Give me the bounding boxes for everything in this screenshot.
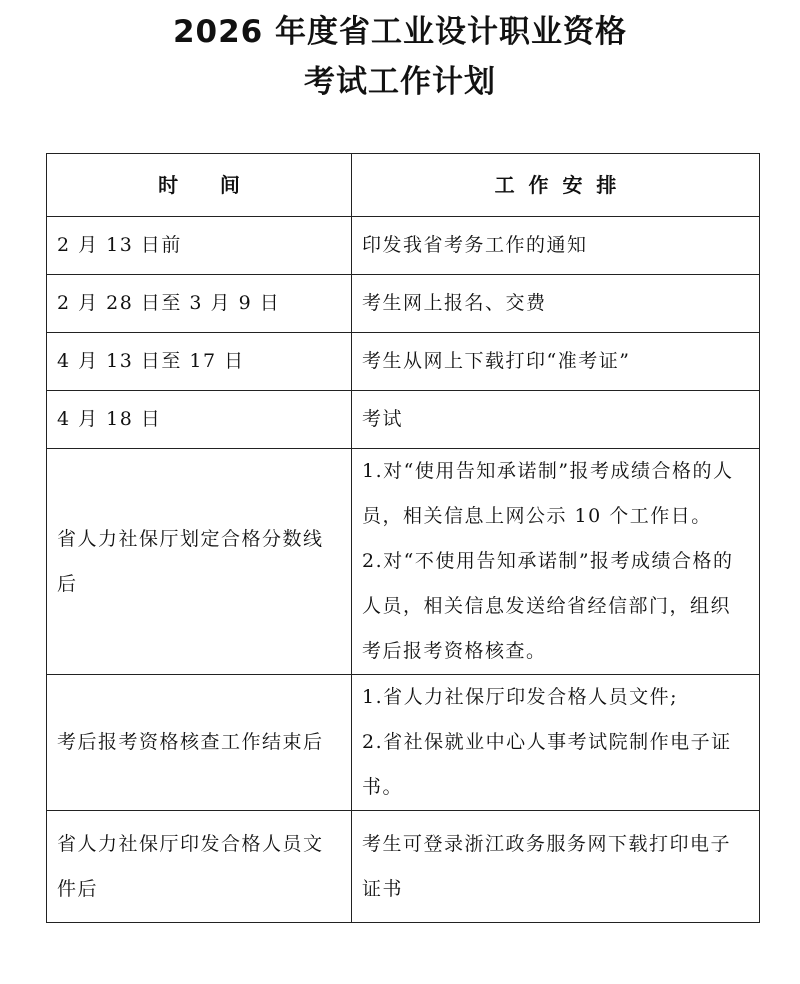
- work-item: 考试: [362, 408, 404, 430]
- document-title-line-2: 考试工作计划: [304, 64, 496, 100]
- time-cell: 4 月 18 日: [47, 391, 352, 449]
- table-row: [47, 391, 760, 449]
- table-row: [47, 675, 760, 811]
- work-item: 考生从网上下载打印“准考证”: [362, 350, 631, 372]
- work-item: 1.对“使用告知承诺制”报考成绩合格的人员，相关信息上网公示 10 个工作日。: [362, 460, 734, 527]
- work-cell: [352, 449, 760, 675]
- work-cell: [352, 217, 760, 275]
- work-cell: [352, 391, 760, 449]
- time-cell: 考后报考资格核查工作结束后: [47, 675, 352, 811]
- time-cell: 4 月 13 日至 17 日: [47, 333, 352, 391]
- table-row: [47, 275, 760, 333]
- work-item: 2.省社保就业中心人事考试院制作电子证书。: [362, 731, 732, 798]
- header-time: 时 间: [47, 154, 352, 217]
- work-item: 印发我省考务工作的通知: [362, 234, 588, 256]
- work-cell: [352, 675, 760, 811]
- work-item: 考生可登录浙江政务服务网下载打印电子证书: [362, 832, 732, 900]
- time-cell: 省人力社保厅印发合格人员文件后: [47, 811, 352, 923]
- header-work-arrangement: 工 作 安 排: [352, 154, 760, 217]
- time-cell: 2 月 13 日前: [47, 217, 352, 275]
- work-cell: [352, 333, 760, 391]
- table-row: [47, 449, 760, 675]
- table-row: [47, 333, 760, 391]
- time-cell: 省人力社保厅划定合格分数线后: [47, 449, 352, 675]
- work-cell: [352, 275, 760, 333]
- document-title-line-1: 2026 年度省工业设计职业资格: [172, 14, 628, 50]
- table-header-row: [47, 154, 760, 217]
- time-cell: 2 月 28 日至 3 月 9 日: [47, 275, 352, 333]
- work-item: 2.对“不使用告知承诺制”报考成绩合格的人员，相关信息发送给省经信部门，组织考后报考资格核查。: [362, 550, 734, 662]
- work-item: 考生网上报名、交费: [362, 292, 547, 314]
- work-item: 1.省人力社保厅印发合格人员文件;: [362, 686, 679, 708]
- work-plan-table: [46, 153, 760, 923]
- table-row: [47, 217, 760, 275]
- work-cell: [352, 811, 760, 923]
- table-row: [47, 811, 760, 923]
